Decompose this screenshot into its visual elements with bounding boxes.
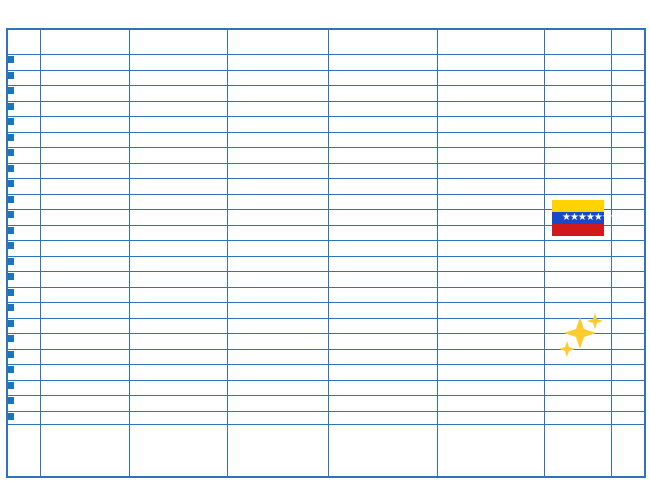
col-divider bbox=[40, 30, 41, 476]
page-title bbox=[10, 6, 640, 26]
cell-cod bbox=[8, 334, 40, 349]
cell-estado bbox=[46, 288, 126, 303]
cell-nmm bbox=[331, 272, 437, 287]
cell-edmgu bbox=[231, 319, 327, 334]
cell-electores bbox=[132, 179, 226, 194]
cell-electores bbox=[132, 102, 226, 117]
cell-nmm bbox=[331, 319, 437, 334]
cell-nmm bbox=[331, 210, 437, 225]
cell-electores bbox=[132, 303, 226, 318]
cell-cod bbox=[8, 303, 40, 318]
cell-cod bbox=[8, 210, 40, 225]
sparkles-icon bbox=[554, 311, 606, 359]
cell-cod bbox=[8, 396, 40, 411]
cell-edmgu bbox=[231, 148, 327, 163]
cell-otros bbox=[440, 71, 544, 86]
cell-estado bbox=[46, 55, 126, 70]
total-otros-wrap bbox=[440, 430, 544, 448]
cell-edmgu bbox=[231, 71, 327, 86]
cell-cod bbox=[8, 272, 40, 287]
cell-electores bbox=[132, 241, 226, 256]
cell-estado bbox=[46, 365, 126, 380]
flag-yellow-stripe bbox=[552, 200, 604, 212]
cell-estado bbox=[46, 117, 126, 132]
header-estado bbox=[46, 34, 126, 54]
cell-electores bbox=[132, 396, 226, 411]
cell-edmgu bbox=[231, 133, 327, 148]
total-nmm-wrap bbox=[331, 430, 437, 448]
header-abs bbox=[547, 34, 611, 54]
cell-nmm bbox=[331, 55, 437, 70]
cell-otros bbox=[440, 86, 544, 101]
cell-cod bbox=[8, 350, 40, 365]
cell-otros bbox=[440, 226, 544, 241]
cell-estado bbox=[46, 71, 126, 86]
cell-edmgu bbox=[231, 288, 327, 303]
header-edmgu bbox=[231, 34, 327, 54]
header-otros bbox=[448, 34, 543, 54]
cell-nmm bbox=[331, 179, 437, 194]
total-edmgu-wrap bbox=[231, 430, 327, 448]
total-divider bbox=[8, 424, 644, 425]
cell-otros bbox=[440, 272, 544, 287]
flag-blue-stripe bbox=[552, 212, 626, 224]
cell-otros bbox=[440, 195, 544, 210]
cell-electores bbox=[132, 381, 226, 396]
cell-edmgu bbox=[231, 164, 327, 179]
cell-otros bbox=[440, 210, 544, 225]
cell-nmm bbox=[331, 365, 437, 380]
cell-cod bbox=[8, 133, 40, 148]
cell-estado bbox=[46, 164, 126, 179]
sparkle-small-top bbox=[587, 313, 603, 329]
f7-badge bbox=[551, 258, 606, 294]
flag-stars: ★★★★★★★★ bbox=[562, 212, 626, 223]
cell-nmm bbox=[331, 396, 437, 411]
cell-electores bbox=[132, 55, 226, 70]
cell-edmgu bbox=[231, 303, 327, 318]
cell-cod bbox=[8, 381, 40, 396]
header-cod bbox=[8, 34, 40, 54]
cell-electores bbox=[132, 148, 226, 163]
cell-estado bbox=[46, 396, 126, 411]
cell-otros bbox=[440, 133, 544, 148]
cell-cod bbox=[8, 365, 40, 380]
cell-edmgu bbox=[231, 102, 327, 117]
cell-cod bbox=[8, 117, 40, 132]
cell-nmm bbox=[331, 257, 437, 272]
cell-nmm bbox=[331, 102, 437, 117]
cell-edmgu bbox=[231, 272, 327, 287]
header-nmm bbox=[353, 34, 433, 54]
cell-otros bbox=[440, 288, 544, 303]
cell-electores bbox=[132, 319, 226, 334]
cell-otros bbox=[440, 365, 544, 380]
cell-otros bbox=[440, 117, 544, 132]
cell-otros bbox=[440, 148, 544, 163]
cell-edmgu bbox=[231, 86, 327, 101]
cell-nmm bbox=[331, 381, 437, 396]
cell-otros bbox=[440, 319, 544, 334]
cell-edmgu bbox=[231, 195, 327, 210]
cell-cod bbox=[8, 226, 40, 241]
cell-estado bbox=[46, 303, 126, 318]
total-label bbox=[46, 430, 126, 448]
cell-cod bbox=[8, 71, 40, 86]
cell-abs bbox=[547, 55, 611, 70]
cell-estado bbox=[46, 102, 126, 117]
cell-otros bbox=[440, 102, 544, 117]
cell-electores bbox=[132, 210, 226, 225]
cell-electores bbox=[132, 226, 226, 241]
cell-estado bbox=[46, 350, 126, 365]
col-divider bbox=[328, 30, 329, 476]
col-divider bbox=[129, 30, 130, 476]
cell-cod bbox=[8, 319, 40, 334]
cell-otros bbox=[440, 396, 544, 411]
cell-electores bbox=[132, 350, 226, 365]
cell-electores bbox=[132, 195, 226, 210]
cell-otros bbox=[440, 241, 544, 256]
cell-estado bbox=[46, 334, 126, 349]
cell-otros bbox=[440, 55, 544, 70]
header-electores bbox=[132, 34, 226, 54]
cell-otros bbox=[440, 303, 544, 318]
cell-cod bbox=[8, 86, 40, 101]
col-divider bbox=[611, 30, 612, 476]
total-electores bbox=[132, 430, 226, 448]
cell-cod bbox=[8, 257, 40, 272]
cell-electores bbox=[132, 117, 226, 132]
cell-otros bbox=[440, 179, 544, 194]
cell-electores bbox=[132, 164, 226, 179]
cell-otros bbox=[440, 381, 544, 396]
flag-icon bbox=[552, 200, 626, 236]
cell-cod bbox=[8, 148, 40, 163]
results-table bbox=[6, 28, 646, 478]
col-divider bbox=[544, 30, 545, 476]
cell-estado bbox=[46, 210, 126, 225]
cell-electores bbox=[132, 257, 226, 272]
cell-cod bbox=[8, 288, 40, 303]
header-nl bbox=[614, 34, 646, 54]
cell-estado bbox=[46, 381, 126, 396]
cell-edmgu bbox=[231, 334, 327, 349]
cell-cod bbox=[8, 164, 40, 179]
cell-electores bbox=[132, 86, 226, 101]
cell-electores bbox=[132, 288, 226, 303]
cell-nmm bbox=[331, 164, 437, 179]
cell-edmgu bbox=[231, 226, 327, 241]
cell-nmm bbox=[331, 334, 437, 349]
cell-edmgu bbox=[231, 55, 327, 70]
cell-nmm bbox=[331, 133, 437, 148]
cell-edmgu bbox=[231, 210, 327, 225]
cell-cod bbox=[8, 55, 40, 70]
cell-electores bbox=[132, 334, 226, 349]
cell-edmgu bbox=[231, 365, 327, 380]
cell-otros bbox=[440, 334, 544, 349]
cell-edmgu bbox=[231, 396, 327, 411]
cell-electores bbox=[132, 71, 226, 86]
cell-nmm bbox=[331, 71, 437, 86]
cell-nmm bbox=[331, 303, 437, 318]
cell-electores bbox=[132, 365, 226, 380]
cell-nmm bbox=[331, 86, 437, 101]
cell-nmm bbox=[331, 288, 437, 303]
cell-otros bbox=[440, 164, 544, 179]
cell-edmgu bbox=[231, 241, 327, 256]
cell-estado bbox=[46, 241, 126, 256]
cell-otros bbox=[440, 350, 544, 365]
cell-edmgu bbox=[231, 257, 327, 272]
cell-edmgu bbox=[231, 179, 327, 194]
cell-nmm bbox=[331, 195, 437, 210]
cell-edmgu bbox=[231, 381, 327, 396]
cell-electores bbox=[132, 272, 226, 287]
cell-cod bbox=[8, 179, 40, 194]
col-divider bbox=[437, 30, 438, 476]
cell-estado bbox=[46, 319, 126, 334]
cell-estado bbox=[46, 133, 126, 148]
cell-estado bbox=[46, 195, 126, 210]
cell-cod bbox=[8, 102, 40, 117]
flag-red-stripe bbox=[552, 224, 604, 236]
cell-estado bbox=[46, 179, 126, 194]
cell-nmm bbox=[331, 350, 437, 365]
cell-estado bbox=[46, 148, 126, 163]
col-divider bbox=[227, 30, 228, 476]
cell-estado bbox=[46, 86, 126, 101]
cell-nmm bbox=[331, 241, 437, 256]
cell-nmm bbox=[331, 226, 437, 241]
cell-cod bbox=[8, 195, 40, 210]
cell-edmgu bbox=[231, 117, 327, 132]
cell-estado bbox=[46, 272, 126, 287]
cell-electores bbox=[132, 133, 226, 148]
cell-estado bbox=[46, 226, 126, 241]
sparkle-small-bottom bbox=[559, 341, 575, 357]
cell-cod bbox=[8, 241, 40, 256]
cell-nmm bbox=[331, 148, 437, 163]
cell-estado bbox=[46, 257, 126, 272]
cell-edmgu bbox=[231, 350, 327, 365]
cell-otros bbox=[440, 257, 544, 272]
cell-nmm bbox=[331, 117, 437, 132]
